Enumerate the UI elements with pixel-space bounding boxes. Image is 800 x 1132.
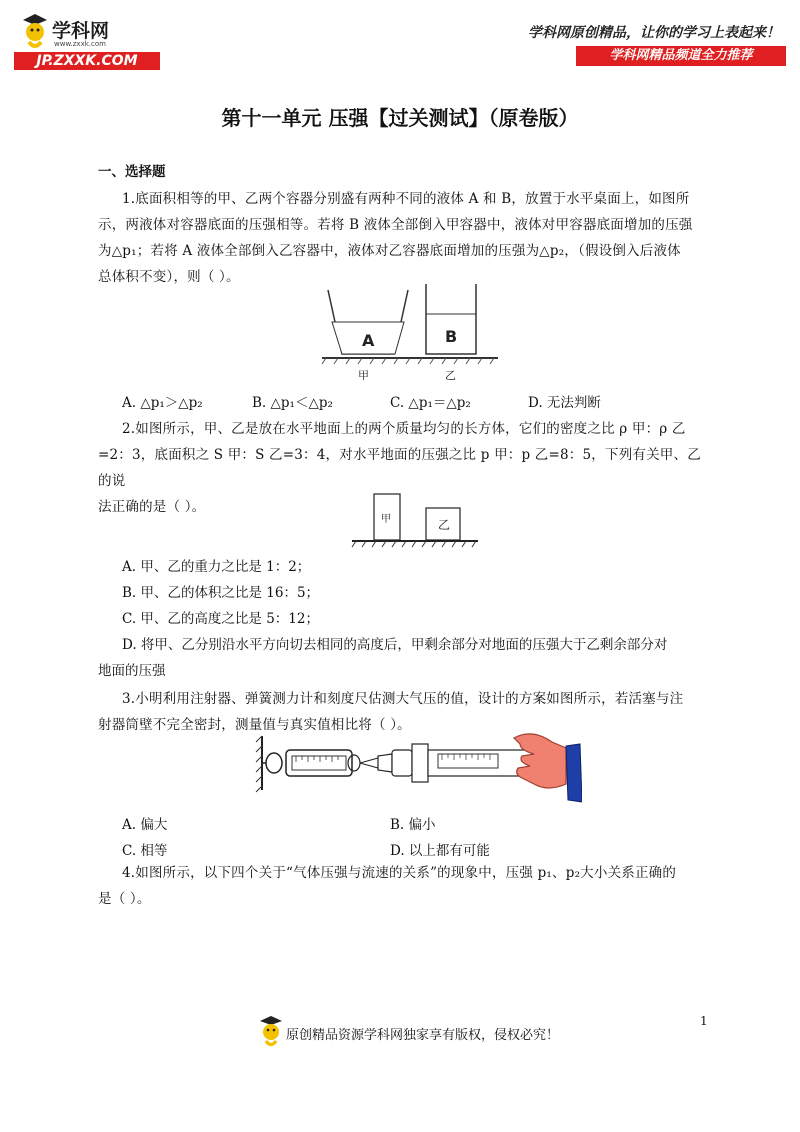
q1-line: 1.底面积相等的甲、乙两个容器分别盛有两种不同的液体 A 和 B，放置于水平桌面上，如图所 [122,191,690,207]
q4-text [98,860,708,912]
q2-option-b[interactable]: B. 甲、乙的体积之比是 16：5； [122,585,320,601]
q3-option-d[interactable]: D. 以上都有可能 [390,843,490,859]
page-title: 第十一单元 压强【过关测试】（原卷版） [221,106,579,130]
q2-option-c[interactable]: C. 甲、乙的高度之比是 5：12； [122,611,319,627]
q1-line: 总体积不变），则（ ）。 [98,269,240,285]
channel-banner: 学科网精品频道全力推荐 [576,46,786,66]
mascot-icon [20,12,50,50]
section-heading: 一、选择题 [98,164,166,180]
logo[interactable] [14,10,164,72]
q2-option-a[interactable]: A. 甲、乙的重力之比是 1：2； [122,559,311,575]
wall [256,736,262,792]
q2-option-d[interactable] [98,632,708,684]
logo-url: www.zxxk.com [54,40,106,48]
q1-option-c[interactable]: C. △p₁＝△p₂ [390,395,471,411]
q2-line: 2.如图所示，甲、乙是放在水平地面上的两个质量均匀的长方体，它们的密度之比 ρ 甲：ρ 乙 [122,421,686,437]
q3-figure [252,728,582,806]
hand [514,734,582,802]
q2-option-d-line: 地面的压强 [98,663,166,679]
slogan: 学科网原创精品，让你的学习上表起来！ [528,25,780,41]
jia-label: 甲 [358,369,369,382]
q3-line: 3.小明利用注射器、弹簧测力计和刻度尺估测大气压的值，设计的方案如图所示，若活塞与注 [122,691,684,707]
q1-text [98,186,708,290]
q1-option-d[interactable]: D. 无法判断 [528,395,601,411]
jia-label: 甲 [381,514,391,525]
liquid-a-label: A [362,331,375,350]
q2-line: =2：3，底面积之 S 甲：S 乙=3：4，对水平地面的压强之比 p 甲：p 乙=8：5，下列有关甲、乙的说 [98,447,701,489]
yi-label: 乙 [438,518,451,532]
q2-figure [350,490,480,552]
spring-scale [262,750,360,776]
yi-label: 乙 [445,369,456,382]
page-number: 1 [700,1014,708,1028]
liquid-b-label: B [445,327,458,346]
logo-banner: JP.ZXXK.COM [14,52,160,70]
q1-line: 示，两液体对容器底面的压强相等。若将 B 液体全部倒入甲容器中，液体对甲容器底面增加的压强 [98,217,693,233]
q3-option-a[interactable]: A. 偏大 [122,817,168,833]
q3-option-c[interactable]: C. 相等 [122,843,168,859]
logo-name: 学科网 [52,20,110,42]
q1-line: 为△p₁；若将 A 液体全部倒入乙容器中，液体对乙容器底面增加的压强为△p₂，（假设倒入后液体 [98,243,681,259]
q2-line: 法正确的是（ ）。 [98,499,206,515]
mascot-icon [258,1014,284,1048]
q1-option-a[interactable]: A. △p₁＞△p₂ [122,395,203,411]
q2-option-d-line: D. 将甲、乙分别沿水平方向切去相同的高度后，甲剩余部分对地面的压强大于乙剩余部分对 [122,637,668,653]
q1-option-b[interactable]: B. △p₁＜△p₂ [252,395,333,411]
q4-line: 4.如图所示，以下四个关于“气体压强与流速的关系”的现象中，压强 p₁、p₂大小关系正确的 [122,865,677,881]
copyright-notice: 原创精品资源学科网独家享有版权，侵权必究！ [286,1028,560,1043]
syringe [360,744,532,782]
q3-option-b[interactable]: B. 偏小 [390,817,436,833]
q1-figure [318,282,502,382]
q4-line: 是（ ）。 [98,891,151,907]
q3-line: 射器筒壁不完全密封，测量值与真实值相比将（ ）。 [98,717,411,733]
